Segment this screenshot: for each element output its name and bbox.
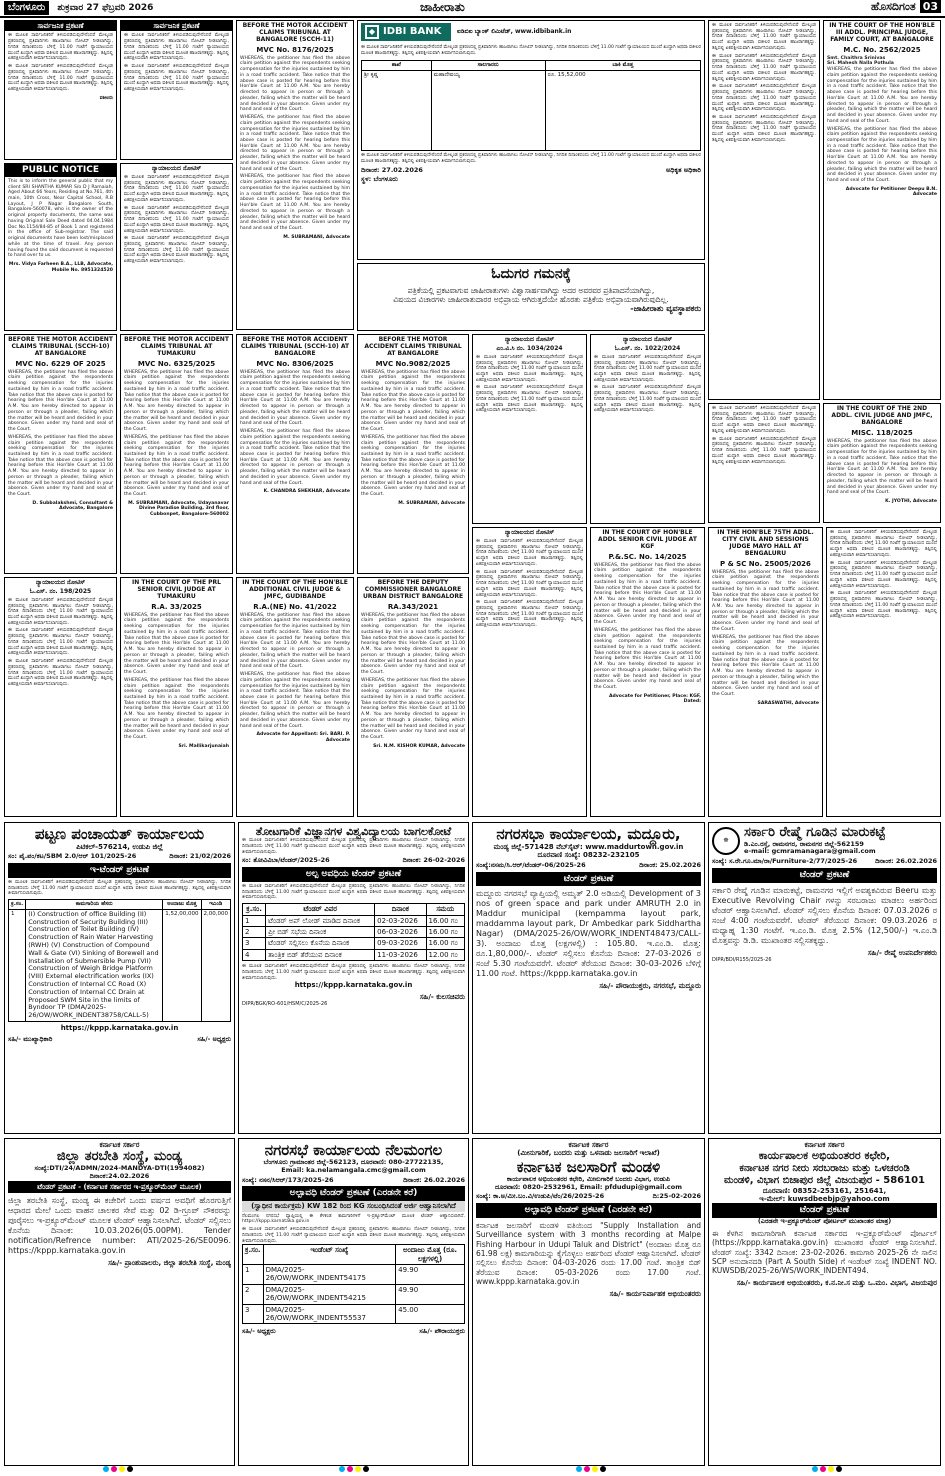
notice-heading: ನ್ಯಾಯಾಲಯದ ನೋಟಿಸ್ [504,336,555,343]
notice-body-extra: ಈ ಮೂಲಕ ಸಾರ್ವಜನಿಕರಿಗೆ ತಿಳಿಯಪಡಿಸುವುದೇನೆಂದರೆ ಮೇಲ್ಕಂಡ ಪ್ರಕರಣದಲ್ಲಿ ಪ್ರತಿವಾದಿಗಳು ಹಾಜರಾಗಲು ನೋಟಿಸ್ ನೀಡಲಾಗಿದ್ದು, ನಿಗದಿತ ದಿನಾಂಕದಂದು ಬೆಳಿಗ್ಗೆ 11.00 ಗಂಟೆಗೆ ನ್ಯಾಯಾಲಯದ ಮುಂದೆ ಖುದ್ದಾಗಿ ಅಥವಾ ವಕೀಲರ ಮೂಲಕ ಹಾಜರಾಗತಕ್ಕದ್ದು. ತಪ್ಪಿದಲ್ಲಿ ಏಕಪಕ್ಷೀಯವಾಗಿ ತೀರ್ಮಾನಿಸಲಾಗುವುದು. [124,236,229,265]
registration-dots-icon [576,1466,606,1474]
notice-body: ಈ ಮೂಲಕ ಸಾರ್ವಜನಿಕರಿಗೆ ತಿಳಿಯಪಡಿಸುವುದೇನೆಂದರೆ ಮೇಲ್ಕಂಡ ಪ್ರಕರಣದಲ್ಲಿ ಪ್ರತಿವಾದಿಗಳು ಹಾಜರಾಗಲು ನೋಟಿಸ್ ನೀಡಲಾಗಿದ್ದು, ನಿಗದಿತ ದಿನಾಂಕದಂದು ಬೆಳಿಗ್ಗೆ 11.00 ಗಂಟೆಗೆ ನ್ಯಾಯಾಲಯದ ಮುಂದೆ ಖುದ್ದಾಗಿ ಅಥವಾ ವಕೀಲರ ಮೂಲಕ ಹಾಜರಾಗತಕ್ಕದ್ದು. ತಪ್ಪಿದಲ್ಲಿ ಏಕಪಕ್ಷೀಯವಾಗಿ ತೀರ್ಮಾನಿಸಲಾಗುವುದು. [476,354,583,383]
notice-body: ಈ ಮೂಲಕ ಸಾರ್ವಜನಿಕರಿಗೆ ತಿಳಿಯಪಡಿಸುವುದೇನೆಂದರೆ ಮೇಲ್ಕಂಡ ಪ್ರಕರಣದಲ್ಲಿ ಪ್ರತಿವಾದಿಗಳು ಹಾಜರಾಗಲು ನೋಟಿಸ್ ನೀಡಲಾಗಿದ್ದು, ನಿಗದಿತ ದಿನಾಂಕದಂದು ಬೆಳಿಗ್ಗೆ 11.00 ಗಂಟೆಗೆ ನ್ಯಾಯಾಲಯದ ಮುಂದೆ ಖುದ್ದಾಗಿ ಅಥವಾ ವಕೀಲರ ಮೂಲಕ ಹಾಜರಾಗತಕ್ಕದ್ದು. ತಪ್ಪಿದಲ್ಲಿ ಏಕಪಕ್ಷೀಯವಾಗಿ ತೀರ್ಮಾನಿಸಲಾಗುವುದು. [361,45,701,56]
notice-body: ಈ ಮೂಲಕ ಸಾರ್ವಜನಿಕರಿಗೆ ತಿಳಿಯಪಡಿಸುವುದೇನೆಂದರೆ ಮೇಲ್ಕಂಡ ಪ್ರಕರಣದಲ್ಲಿ ಪ್ರತಿವಾದಿಗಳು ಹಾಜರಾಗಲು ನೋಟಿಸ್ ನೀಡಲಾಗಿದ್ದು, ನಿಗದಿತ ದಿನಾಂಕದಂದು ಬೆಳಿಗ್ಗೆ 11.00 ಗಂಟೆಗೆ ನ್ಯಾಯಾಲಯದ ಮುಂದೆ ಖುದ್ದಾಗಿ ಅಥವಾ ವಕೀಲರ ಮೂಲಕ ಹಾಜರಾಗತಕ್ಕದ್ದು. ತಪ್ಪಿದಲ್ಲಿ ಏಕಪಕ್ಷೀಯವಾಗಿ ತೀರ್ಮಾನಿಸಲಾಗುವುದು. [124,174,229,203]
idbi-table: ಶಾಖೆ ಸಾಲಗಾರರು ಬಾಕಿ ಮೊತ್ತ ಶ್ರೀ ಕೃಷ್ಣ ಮಹಾದೇವಯ್ಯ ರೂ. 15,52,000 [361,60,701,151]
tender-phone: ದೂರವಾಣಿ: 08352-253161, 251641, [762,1186,887,1195]
notice-heading: IN THE HON'BLE 75TH ADDL. CITY CIVIL AND SESSIONS JUDGE MAYO HALL AT BENGALURU [717,529,814,557]
pattana-panchayat-tender [4,822,235,1134]
notice-heading: BEFORE THE MOTOR ACCIDENT CLAIMS TRIBUNAL AT BANGALORE [364,336,462,357]
reader-notice-title: ಓದುಗರ ಗಮನಕ್ಕೆ [491,266,571,282]
tender-bar: ಇ-ಟೆಂಡರ್ ಪ್ರಕಟಣೆ [8,863,231,878]
registration-marks [0,1466,945,1474]
case-number: MVC No. 6229 OF 2025 [15,359,106,368]
case-number: MVC No. 8306/2025 [256,359,334,368]
tender-date: ದಿನಾಂಕ: 26.02.2026 [875,857,937,866]
case-number: ಓ.ಎಸ್. ನಂ. 198/2025 [29,587,92,595]
tender-title: ತೋಟಗಾರಿಕೆ ವಿಜ್ಞಾನಗಳ ವಿಶ್ವವಿದ್ಯಾಲಯ ಬಾಗಲಕೋಟೆ [255,825,452,838]
reader-notice-line1: ಪತ್ರಿಕೆಯಲ್ಲಿ ಪ್ರಕಟವಾಗುವ ಜಾಹೀರಾತುಗಳು ವಿಶ್ವಾಸಾರ್ಹವಾಗಿದ್ದು ಅದರ ಅವರವರ ಪ್ರತಿಪಾದನೆಯಾಗಿದ್ದು, [407,285,655,295]
reader-notice-sign: -ಜಾಹೀರಾತು ವ್ಯವಸ್ಥಾಪಕರು [630,303,701,313]
tender-ref: ಸಂ: ತೋವಿವಿಬಾ/ಟೆಂಡರ್/2025-26 [242,856,330,865]
case-number: R.A. 33/2025 [151,602,202,611]
tender-bar: ಟೆಂಡರ್ ಪ್ರಕಟಣೆ [712,1203,937,1218]
notice-heading: PUBLIC NOTICE [5,164,116,177]
tender-table: ಕ್ರ.ಸಂ. ಕಾಮಗಾರಿಯ ಹೆಸರು ಅಂದಾಜು ಮೊತ್ತ ಇಎಂಡಿ 1 (I) Construction of office Building (II) Construction of Security Building (III) Construction of Toilet Building (IV) Construction of Rain Water Harvesting (RWH) (V) Construction of Compound Wall & Gate (VI) Sinking of Borewell and Installation of Submersible Pump (VII) Construction of Weigh Bridge Platform (VIII) External electrification works (IX) Construction of Internal CC Road (X) Construction of Internal CC Drain at Proposed SWM Site in the limits of Byndoor TP (DMA/2025-26/OW/WORK_INDENT38758/CALL-5) 1,52,00,000 2,00,000 [8,899,231,1022]
tender-table: ಕ್ರ.ಸಂ. ಇಂಡೆಂಟ್ ಸಂಖ್ಯೆ ಅಂದಾಜು ಮೊತ್ತ (ರೂ. ಲಕ್ಷಗಳಲ್ಲಿ) 1 DMA/2025-26/OW/WORK_INDENT54175 49.90 2 DMA/2025-26/OW/WORK_INDENT54215 49.90 3 DMA/2025-26/OW/WORK_INDENT55537 45.00 [242,1244,465,1324]
notice-body-extra: WHEREAS, the petitioner has filed the above claim petition against the respondents seeking compensation for the injuries sustained by him in a road traffic accident. Take notice that the above case is posted for hearing before this Hon'ble Court at 11.00 A.M. You are hereby directed to appear in person or through a pleader, failing which the matter will be heard and decided in your absence. Given under my hand and seal of the Court. [594,627,701,691]
notice-body: ಈ ಮೂಲಕ ಸಾರ್ವಜನಿಕರಿಗೆ ತಿಳಿಯಪಡಿಸುವುದೇನೆಂದರೆ ಮೇಲ್ಕಂಡ ಪ್ರಕರಣದಲ್ಲಿ ಪ್ರತಿವಾದಿಗಳು ಹಾಜರಾಗಲು ನೋಟಿಸ್ ನೀಡಲಾಗಿದ್ದು, ನಿಗದಿತ ದಿನಾಂಕದಂದು ಬೆಳಿಗ್ಗೆ 11.00 ಗಂಟೆಗೆ ನ್ಯಾಯಾಲಯದ ಮುಂದೆ ಖುದ್ದಾಗಿ ಅಥವಾ ವಕೀಲರ ಮೂಲಕ ಹಾಜರಾಗತಕ್ಕದ್ದು. ತಪ್ಪಿದಲ್ಲಿ ಏಕಪಕ್ಷೀಯವಾಗಿ ತೀರ್ಮಾನಿಸಲಾಗುವುದು. [712,406,816,434]
notice-body-extra: WHEREAS, the petitioner has filed the above claim petition against the respondents seeking compensation for the injuries sustained by him in a road traffic accident. Take notice that the above case is posted for hearing before this Hon'ble Court at 11.00 A.M. You are hereby directed to appear in person or through a pleader, failing which the matter will be heard and decided in your absence. Given under my hand and seal of the Court. [827,126,937,184]
court-notice-kn-3 [472,334,587,524]
tender-signature: ಸಹಿ/- ಪೌರಾಯುಕ್ತರು, ನಗರಸಭೆ, ಮದ್ದೂರು [599,982,701,991]
notice-body-extra: WHEREAS, the petitioner has filed the above claim petition against the respondents seeking compensation for the injuries sustained by him in a road traffic accident. Take notice that the above case is posted for hearing before this Hon'ble Court at 11.00 A.M. You are hereby directed to appear in person or through a pleader, failing which the matter will be heard and decided in your absence. Given under my hand and seal of the Court. [240,429,350,486]
sericulture-market-tender [708,822,941,1134]
govt-emblem-icon: ☸ [712,827,740,855]
notice-heading: ನ್ಯಾಯಾಲಯದ ನೋಟಿಸ್ [622,336,673,343]
tender-body: ನೆಲಮಂಗಲ ನಗರಸಭೆ ವ್ಯಾಪ್ತಿಯಲ್ಲಿ ಈ ಕೆಳಕಂಡ ಕಾಮಗಾರಿಗಳಿಗೆ ಇ-ಪ್ರಕ್ಯೂರ್‌ಮೆಂಟ್ ಮೂಲಕ ಟೆಂಡರ್ ಆಹ್ವಾನಿಸಲಾಗಿದೆ. https://kppp.karnataka.gov.in [242,1213,465,1225]
tender-body: ಮದ್ದೂರು ನಗರಸಭೆ ವ್ಯಾಪ್ತಿಯಲ್ಲಿ ಅಮೃತ್ 2.0 ಅಡಿಯಲ್ಲಿ Development of 3 nos of green space and park under AMRUTH 2.0 in Maddur municipal (kempamma layout park, maddamma layout park, Dr Ambedkar park Siddhartha Nagar) (DMA/2025-26/OW/WORK_INDENT48473/CALL-3). ಅಂದಾಜು ಮೊತ್ತ (ಲಕ್ಷಗಳಲ್ಲಿ) : 105.80. ಇ.ಎಂ.ಡಿ. ಮೊತ್ತ: ರೂ.1,80,000/-. ಟೆಂಡರ್ ಸಲ್ಲಿಸಲು ಕೊನೆಯ ದಿನಾಂಕ: 27-03-2026 ರ ಸಂಜೆ 5.30 ಗಂಟೆಯವರೆಗೆ. ಟೆಂಡರ್ ತೆರೆಯುವ ದಿನಾಂಕ: 30-03-2026 ಬೆಳಿಗ್ಗೆ 11.00 ಗಂಟೆ. https://kppp.karnataka.gov.in [476,889,701,979]
family-court-right [823,20,941,400]
family-court-notice [236,577,354,817]
notice-body-extra: WHEREAS, the petitioner has filed the above claim petition against the respondents seeking compensation for the injuries sustained by him in a road traffic accident. Take notice that the above case is posted for hearing before this Hon'ble Court at 11.00 A.M. You are hereby directed to appear in person or through a pleader, failing which the matter will be heard and decided in your absence. Given under my hand and seal of the Court. [240,115,350,172]
tender-subtitle: ಡಿ.ಎಂ.ರಸ್ತೆ, ರಾಮನಗರ, ರಾಮನಗರ ಜಿಲ್ಲೆ-562159 [744,839,864,848]
public-notice-kn-2 [120,20,233,160]
tender-date: ದಿನಾಂಕ: 26-02-2026 [402,856,465,865]
tender-bar: ಅಲ್ಪಾವಧಿ ಟೆಂಡರ್ ಪ್ರಕಟಣೆ (ಎರಡನೇ ಕರೆ) [476,1203,701,1218]
petitioner-name: Smt. Chaithra Srinivas [827,55,886,61]
idbi-notice [357,20,705,260]
notice-body-extra: ಈ ಮೂಲಕ ಸಾರ್ವಜನಿಕರಿಗೆ ತಿಳಿಯಪಡಿಸುವುದೇನೆಂದರೆ ಮೇಲ್ಕಂಡ ಪ್ರಕರಣದಲ್ಲಿ ಪ್ರತಿವಾದಿಗಳು ಹಾಜರಾಗಲು ನೋಟಿಸ್ ನೀಡಲಾಗಿದ್ದು, ನಿಗದಿತ ದಿನಾಂಕದಂದು ಬೆಳಿಗ್ಗೆ 11.00 ಗಂಟೆಗೆ ನ್ಯಾಯಾಲಯದ ಮುಂದೆ ಖುದ್ದಾಗಿ ಅಥವಾ ವಕೀಲರ ಮೂಲಕ ಹಾಜರಾಗತಕ್ಕದ್ದು. ತಪ್ಪಿದಲ್ಲಿ ಏಕಪಕ್ಷೀಯವಾಗಿ ತೀರ್ಮಾನಿಸಲಾಗುವುದು. [830,591,937,620]
date-label: ಶುಕ್ರವಾರ 27 ಫೆಬ್ರವರಿ 2026 [57,2,154,13]
mandya-dti-tender [4,1138,235,1466]
registration-dots-icon [103,1466,133,1474]
notice-body-extra: ಈ ಮೂಲಕ ಸಾರ್ವಜನಿಕರಿಗೆ ತಿಳಿಯಪಡಿಸುವುದೇನೆಂದರೆ ಮೇಲ್ಕಂಡ ಪ್ರಕರಣದಲ್ಲಿ ಪ್ರತಿವಾದಿಗಳು ಹಾಜರಾಗಲು ನೋಟಿಸ್ ನೀಡಲಾಗಿದ್ದು, ನಿಗದಿತ ದಿನಾಂಕದಂದು ಬೆಳಿಗ್ಗೆ 11.00 ಗಂಟೆಗೆ ನ್ಯಾಯಾಲಯದ ಮುಂದೆ ಖುದ್ದಾಗಿ ಅಥವಾ ವಕೀಲರ ಮೂಲಕ ಹಾಜರಾಗತಕ್ಕದ್ದು. ತಪ್ಪಿದಲ್ಲಿ ಏಕಪಕ್ಷೀಯವಾಗಿ ತೀರ್ಮಾನಿಸಲಾಗುವುದು. [476,569,583,598]
table-cell: 2,00,000 [201,909,231,1021]
court-notice-kn [120,163,233,331]
notice-signature: K. JYOTHI, Advocate [885,499,937,505]
notice-heading: BEFORE THE MOTOR ACCIDENT CLAIMS TRIBUNAL AT TUMAKURU [124,336,229,357]
court-notice-kn-2 [4,577,117,817]
notice-body: WHEREAS, the petitioner has filed the above claim petition against the respondents seeking compensation for the injuries sustained by him in a road traffic accident. Take notice that the above case is posted for hearing before this Hon'ble Court at 11.00 A.M. You are hereby directed to appear in person or through a pleader, failing which the matter will be heard and decided in your absence. Given under my hand and seal of the Court. [827,67,937,124]
signature-2: ಸಹಿ/- ಅಧ್ಯಕ್ಷರು [197,1035,231,1044]
notice-body: WHEREAS, the petitioner has filed the above claim petition against the respondents seeking compensation for the injuries sustained by him in a road traffic accident. Take notice that the above case is posted for hearing before this Hon'ble Court at 11.00 A.M. You are hereby directed to appear in person or through a pleader, failing which the matter will be heard and decided in your absence. Given under my hand and seal of the Court. [240,612,350,670]
case-number: P.&.SC. No. 14/2025 [608,552,687,561]
signature-1: ಸಹಿ/- ಮುಖ್ಯಾಧಿಕಾರಿ [8,1035,53,1044]
notice-body-extra: ಈ ಮೂಲಕ ಸಾರ್ವಜನಿಕರಿಗೆ ತಿಳಿಯಪಡಿಸುವುದೇನೆಂದರೆ ಮೇಲ್ಕಂಡ ಪ್ರಕರಣದಲ್ಲಿ ಪ್ರತಿವಾದಿಗಳು ಹಾಜರಾಗಲು ನೋಟಿಸ್ ನೀಡಲಾಗಿದ್ದು, ನಿಗದಿತ ದಿನಾಂಕದಂದು ಬೆಳಿಗ್ಗೆ 11.00 ಗಂಟೆಗೆ ನ್ಯಾಯಾಲಯದ ಮುಂದೆ ಖುದ್ದಾಗಿ ಅಥವಾ ವಕೀಲರ ಮೂಲಕ ಹಾಜರಾಗತಕ್ಕದ್ದು. ತಪ್ಪಿದಲ್ಲಿ ಏಕಪಕ್ಷೀಯವಾಗಿ ತೀರ್ಮಾನಿಸಲಾಗುವುದು. [712,84,816,113]
tender-subtitle: ಬೆಂಗಳೂರು ಗ್ರಾಮಾಂತರ ಜಿಲ್ಲೆ-562123, ದೂರವಾಣಿ: 080-27722135, [263,1158,444,1166]
notice-body: WHEREAS, the petitioner has filed the above claim petition against the respondents seeking compensation for the injuries sustained by him in a road traffic accident. Take notice that the above case is posted for hearing before this Hon'ble Court at 11.00 A.M. You are hereby directed to appear in person or through a pleader, failing which the matter will be heard and decided in your absence. Given under my hand and seal of the Court. [361,612,465,676]
fisheries-tender [472,1138,705,1466]
case-number: MVC No.9082/2025 [375,359,451,368]
table-cell: ಮಹಾದೇವಯ್ಯ [431,71,545,151]
horticulture-univ-tender [238,822,469,1134]
notice-body: WHEREAS, the petitioner has filed the above claim petition against the respondents seeking compensation for the injuries sustained by him in a road traffic accident. Take notice that the above case is posted for hearing before this Hon'ble Court at 11.00 A.M. You are hereby directed to appear in person or through a pleader, failing which the matter will be heard and decided in your absence. Given under my hand and seal of the Court. [124,612,229,676]
tender-title: ಕರ್ನಾಟಕ ಜಲಸಾರಿಗೆ ಮಂಡಳಿ [516,1157,661,1176]
tender-signature: ಸಹಿ/- ಕುಲಸಚಿವರು [419,992,465,1001]
tender-body: ಈ ಮೂಲಕ ಸಾರ್ವಜನಿಕರಿಗೆ ತಿಳಿಯಪಡಿಸುವುದೇನೆಂದರೆ ಮೇಲ್ಕಂಡ ಪ್ರಕರಣದಲ್ಲಿ ಪ್ರತಿವಾದಿಗಳು ಹಾಜರಾಗಲು ನೋಟಿಸ್ ನೀಡಲಾಗಿದ್ದು, ನಿಗದಿತ ದಿನಾಂಕದಂದು ಬೆಳಿಗ್ಗೆ 11.00 ಗಂಟೆಗೆ ನ್ಯಾಯಾಲಯದ ಮುಂದೆ ಖುದ್ದಾಗಿ ಅಥವಾ ವಕೀಲರ ಮೂಲಕ ಹಾಜರಾಗತಕ್ಕದ್ದು. ತಪ್ಪಿದಲ್ಲಿ ಏಕಪಕ್ಷೀಯವಾಗಿ ತೀರ್ಮಾನಿಸಲಾಗುವುದು. [8,879,231,897]
tender-sub: (ಎರಡನೇ ಇ-ಪ್ರಕ್ಯೂರ್‌ಮೆಂಟ್ ಪೋರ್ಟಲ್ ಮುಖಾಂತರ ಮಾತ್ರ) [757,1217,892,1226]
case-number: MISC. 118/2025 [851,428,913,437]
civil-court-right [823,403,941,523]
tender-sub-bar: (ಸ್ವಾಧೀನ ಕಾರ್ಯಕ್ರಮ) KW 182 ರಿಂದ KG ಸಂಬಂಧಿಸಿದಂತೆ ಅರ್ಜಿ ಆಹ್ವಾನಿಸಲಾಗಿದೆ [242,1201,465,1211]
notice-heading: ನ್ಯಾಯಾಲಯದ ನೋಟಿಸ್ [504,529,555,536]
notice-heading: BEFORE THE MOTOR ACCIDENT CLAIMS TRIBUNAL AT BANGALORE (SCCH-11) [242,22,348,43]
notice-heading: BEFORE THE MOTOR ACCIDENT CLAIMS TRIBUNAL (SCCH-10) AT BANGALORE [240,336,350,357]
notice-body-extra: ಈ ಮೂಲಕ ಸಾರ್ವಜನಿಕರಿಗೆ ತಿಳಿಯಪಡಿಸುವುದೇನೆಂದರೆ ಮೇಲ್ಕಂಡ ಪ್ರಕರಣದಲ್ಲಿ ಪ್ರತಿವಾದಿಗಳು ಹಾಜರಾಗಲು ನೋಟಿಸ್ ನೀಡಲಾಗಿದ್ದು, ನಿಗದಿತ ದಿನಾಂಕದಂದು ಬೆಳಿಗ್ಗೆ 11.00 ಗಂಟೆಗೆ ನ್ಯಾಯಾಲಯದ ಮುಂದೆ ಖುದ್ದಾಗಿ ಅಥವಾ ವಕೀಲರ ಮೂಲಕ ಹಾಜರಾಗತಕ್ಕದ್ದು. ತಪ್ಪಿದಲ್ಲಿ ಏಕಪಕ್ಷೀಯವಾಗಿ ತೀರ್ಮಾನಿಸಲಾಗುವುದು. [124,205,229,234]
public-notice-kn-1 [4,20,117,160]
notice-signature: Advocate for Appellant: Sri. BARI. P. Advocate [256,732,350,743]
notice-signature: D. Subbalakshmi, Consultant & Advocate, Bangalore [32,500,113,512]
notice-body-extra: ಈ ಮೂಲಕ ಸಾರ್ವಜನಿಕರಿಗೆ ತಿಳಿಯಪಡಿಸುವುದೇನೆಂದರೆ ಮೇಲ್ಕಂಡ ಪ್ರಕರಣದಲ್ಲಿ ಪ್ರತಿವಾದಿಗಳು ಹಾಜರಾಗಲು ನೋಟಿಸ್ ನೀಡಲಾಗಿದ್ದು, ನಿಗದಿತ ದಿನಾಂಕದಂದು ಬೆಳಿಗ್ಗೆ 11.00 ಗಂಟೆಗೆ ನ್ಯಾಯಾಲಯದ ಮುಂದೆ ಖುದ್ದಾಗಿ ಅಥವಾ ವಕೀಲರ ಮೂಲಕ ಹಾಜರಾಗತಕ್ಕದ್ದು. ತಪ್ಪಿದಲ್ಲಿ ಏಕಪಕ್ಷೀಯವಾಗಿ ತೀರ್ಮಾನಿಸಲಾಗುವುದು. [361,153,701,164]
notice-signature: Mrs. Vidya Farheen B.A., LLB, Advocate, Mobile No. 8951324520 [8,262,113,273]
notice-signature: M. SUBRAMANI, Advocate [283,234,350,240]
notice-body-extra: ಈ ಮೂಲಕ ಸಾರ್ವಜನಿಕರಿಗೆ ತಿಳಿಯಪಡಿಸುವುದೇನೆಂದರೆ ಮೇಲ್ಕಂಡ ಪ್ರಕರಣದಲ್ಲಿ ಪ್ರತಿವಾದಿಗಳು ಹಾಜರಾಗಲು ನೋಟಿಸ್ ನೀಡಲಾಗಿದ್ದು, ನಿಗದಿತ ದಿನಾಂಕದಂದು ಬೆಳಿಗ್ಗೆ 11.00 ಗಂಟೆಗೆ ನ್ಯಾಯಾಲಯದ ಮುಂದೆ ಖುದ್ದಾಗಿ ಅಥವಾ ವಕೀಲರ ಮೂಲಕ ಹಾಜರಾಗತಕ್ಕದ್ದು. ತಪ್ಪಿದಲ್ಲಿ ಏಕಪಕ್ಷೀಯವಾಗಿ ತೀರ್ಮಾನಿಸಲಾಗುವುದು. [476,385,583,414]
notice-body: WHEREAS, the petitioner has filed the above claim petition against the respondents seeking compensation for the injuries sustained by him in a road traffic accident. Take notice that the above case is posted for hearing before this Hon'ble Court at 11.00 A.M. You are hereby directed to appear in person or through a pleader, failing which the matter will be heard and decided in your absence. Given under my hand and seal of the Court. [240,55,350,113]
notice-place: ಸ್ಥಳ: ಬೆಂಗಳೂರು [361,175,398,184]
notice-body: This is to inform the general public that my client SRI SHANTHA KUMAR S/o D J Ramaiah, Aged About 66 Years, Residing at No.761, 4th main, 10th Cross, Near Capital School, R.B Layout, J P Nagar Bangalore South, Bangalore-560078, who is the owner of the original property documents, the same was having Original Sale Deed dated 04.04.1984 Doc No.1154/84-85 of Book 1 and registered in the office of Sub-registrar. The said original documents have been lost/misplaced while at the time of travel. Any person having found the said document is requested to hand over to us. [8,178,113,259]
notice-body: WHEREAS, the petitioner has filed the above claim petition against the respondents seeking compensation for the injuries sustained by him in a road traffic accident. Take notice that the above case is posted for hearing before this Hon'ble Court at 11.00 A.M. You are hereby directed to appear in person or through a pleader, failing which the matter will be heard and decided in your absence. Given under my hand and seal of the Court. [594,562,701,626]
idbi-logo: ◆ IDBI BANK [361,23,451,41]
notice-body-extra: ಈ ಮೂಲಕ ಸಾರ್ವಜನಿಕರಿಗೆ ತಿಳಿಯಪಡಿಸುವುದೇನೆಂದರೆ ಮೇಲ್ಕಂಡ ಪ್ರಕರಣದಲ್ಲಿ ಪ್ರತಿವಾದಿಗಳು ಹಾಜರಾಗಲು ನೋಟಿಸ್ ನೀಡಲಾಗಿದ್ದು, ನಿಗದಿತ ದಿನಾಂಕದಂದು ಬೆಳಿಗ್ಗೆ 11.00 ಗಂಟೆಗೆ ನ್ಯಾಯಾಲಯದ ಮುಂದೆ ಖುದ್ದಾಗಿ ಅಥವಾ ವಕೀಲರ ಮೂಲಕ ಹಾಜರಾಗತಕ್ಕದ್ದು. ತಪ್ಪಿದಲ್ಲಿ ಏಕಪಕ್ಷೀಯವಾಗಿ ತೀರ್ಮಾನಿಸಲಾಗುವುದು. [712,53,816,82]
notice-body: ಈ ಮೂಲಕ ಸಾರ್ವಜನಿಕರಿಗೆ ತಿಳಿಯಪಡಿಸುವುದೇನೆಂದರೆ ಮೇಲ್ಕಂಡ ಪ್ರಕರಣದಲ್ಲಿ ಪ್ರತಿವಾದಿಗಳು ಹಾಜರಾಗಲು ನೋಟಿಸ್ ನೀಡಲಾಗಿದ್ದು, ನಿಗದಿತ ದಿನಾಂಕದಂದು ಬೆಳಿಗ್ಗೆ 11.00 ಗಂಟೆಗೆ ನ್ಯಾಯಾಲಯದ ಮುಂದೆ ಖುದ್ದಾಗಿ ಅಥವಾ ವಕೀಲರ ಮೂಲಕ ಹಾಜರಾಗತಕ್ಕದ್ದು. ತಪ್ಪಿದಲ್ಲಿ ಏಕಪಕ್ಷೀಯವಾಗಿ ತೀರ್ಮಾನಿಸಲಾಗುವುದು. [8,597,113,626]
notice-heading: ಸಾರ್ವಜನಿಕ ಪ್ರಕಟಣೆ [121,21,232,31]
tender-state: ಕರ್ನಾಟಕ ಸರ್ಕಾರ [804,1141,845,1149]
notice-signature: ಅಧಿಕೃತ ಅಧಿಕಾರಿ [665,165,701,174]
tender-subtitle: ಮಂಡ್ಯ ಜಿಲ್ಲೆ-571428 ವೆಬ್‌ಸೈಟ್: www.maddurtown.gov.in [493,843,684,851]
tender-bar: ಟೆಂಡರ್ ಪ್ರಕಟಣೆ - (ಕರ್ನಾಟಕ ಸರ್ಕಾರದ ಇ-ಪ್ರಕ್ಯೂರ್‌ಮೆಂಟ್ ಮೂಲಕ) [8,1181,231,1193]
notice-body-extra: ಈ ಮೂಲಕ ಸಾರ್ವಜನಿಕರಿಗೆ ತಿಳಿಯಪಡಿಸುವುದೇನೆಂದರೆ ಮೇಲ್ಕಂಡ ಪ್ರಕರಣದಲ್ಲಿ ಪ್ರತಿವಾದಿಗಳು ಹಾಜರಾಗಲು ನೋಟಿಸ್ ನೀಡಲಾಗಿದ್ದು, ನಿಗದಿತ ದಿನಾಂಕದಂದು ಬೆಳಿಗ್ಗೆ 11.00 ಗಂಟೆಗೆ ನ್ಯಾಯಾಲಯದ ಮುಂದೆ ಖುದ್ದಾಗಿ ಅಥವಾ ವಕೀಲರ ಮೂಲಕ ಹಾಜರಾಗತಕ್ಕದ್ದು. ತಪ್ಪಿದಲ್ಲಿ ಏಕಪಕ್ಷೀಯವಾಗಿ ತೀರ್ಮಾನಿಸಲಾಗುವುದು. [8,659,113,688]
public-notice-en [4,163,117,331]
registration-dots-icon [812,1466,842,1474]
tender-signature: ಸಹಿ/- ಕಾರ್ಯನಿರ್ವಾಹಕ ಅಭಿಯಂತರರು [609,1289,701,1298]
court-notice-kn-5 [472,527,587,817]
tender-date: ದಿನಾಂಕ: 26.02.2026 [403,1175,465,1184]
notice-body-extra: WHEREAS, the petitioner has filed the above claim petition against the respondents seeking compensation for the injuries sustained by him in a road traffic accident. Take notice that the above case is posted for hearing before this Hon'ble Court at 11.00 A.M. You are hereby directed to appear in person or through a pleader, failing which the matter will be heard and decided in your absence. Given under my hand and seal of the Court. [361,677,465,741]
kuwsdb-tender [708,1138,941,1466]
notice-body-extra: ಈ ಮೂಲಕ ಸಾರ್ವಜನಿಕರಿಗೆ ತಿಳಿಯಪಡಿಸುವುದೇನೆಂದರೆ ಮೇಲ್ಕಂಡ ಪ್ರಕರಣದಲ್ಲಿ ಪ್ರತಿವಾದಿಗಳು ಹಾಜರಾಗಲು ನೋಟಿಸ್ ನೀಡಲಾಗಿದ್ದು, ನಿಗದಿತ ದಿನಾಂಕದಂದು ಬೆಳಿಗ್ಗೆ 11.00 ಗಂಟೆಗೆ ನ್ಯಾಯಾಲಯದ ಮುಂದೆ ಖುದ್ದಾಗಿ ಅಥವಾ ವಕೀಲರ ಮೂಲಕ ಹಾಜರಾಗತಕ್ಕದ್ದು. ತಪ್ಪಿದಲ್ಲಿ ಏಕಪಕ್ಷೀಯವಾಗಿ ತೀರ್ಮಾನಿಸಲಾಗುವುದು. [830,560,937,589]
tender-signature: ಸಹಿ/- ಕಾರ್ಯಪಾಲಕ ಅಭಿಯಂತರರು, ಕ.ನ.ನೀ.ಸ ಮತ್ತು ಒ.ಮಂ. ವಿಭಾಗ, ವಿಜಯಪುರ [736,1278,937,1287]
maddur-tender [472,822,705,1134]
kgf-court-notice [590,527,705,817]
notice-heading: ನ್ಯಾಯಾಲಯದ ನೋಟಿಸ್ [35,579,86,586]
case-number: MVC No. 6325/2025 [137,359,216,368]
table-row: 2 ಪ್ರೀ ಬಿಡ್ ಸಭೆಯ ದಿನಾಂಕ 06-03-2026 16.00 ಗಂ [243,926,465,937]
notice-body-extra: ಈ ಮೂಲಕ ಸಾರ್ವಜನಿಕರಿಗೆ ತಿಳಿಯಪಡಿಸುವುದೇನೆಂದರೆ ಮೇಲ್ಕಂಡ ಪ್ರಕರಣದಲ್ಲಿ ಪ್ರತಿವಾದಿಗಳು ಹಾಜರಾಗಲು ನೋಟಿಸ್ ನೀಡಲಾಗಿದ್ದು, ನಿಗದಿತ ದಿನಾಂಕದಂದು ಬೆಳಿಗ್ಗೆ 11.00 ಗಂಟೆಗೆ ನ್ಯಾಯಾಲಯದ ಮುಂದೆ ಖುದ್ದಾಗಿ ಅಥವಾ ವಕೀಲರ ಮೂಲಕ ಹಾಜರಾಗತಕ್ಕದ್ದು. ತಪ್ಪಿದಲ್ಲಿ ಏಕಪಕ್ಷೀಯವಾಗಿ ತೀರ್ಮಾನಿಸಲಾಗುವುದು. [8,64,113,92]
notice-signature: Advocate for Petitioner, Place: KGF, Dated: [608,693,701,705]
notice-heading: IN THE COURT OF HON'BLE ADDL SENIOR CIVIL JUDGE AT KGF [598,529,697,550]
case-number: P & SC No. 25005/2026 [720,559,811,568]
tender-phone: ದೂರವಾಣಿ: 0820-2532961, Email: pfdudupi@gmail.com [494,1182,683,1191]
tender-website[interactable]: https://kppp.karnataka.gov.in [294,981,413,990]
tender-phone: ದೂರವಾಣಿ ಸಂಖ್ಯೆ: 08232-232105 [537,851,640,860]
dc-notice [357,577,469,817]
notice-body-extra: WHEREAS, the petitioner has filed the above claim petition against the respondents seeking compensation for the injuries sustained by him in a road traffic accident. Take notice that the above case is posted for hearing before this Hon'ble Court at 11.00 A.M. You are hereby directed to appear in person or through a pleader, failing which the matter will be heard and decided in your absence. Given under my hand and seal of the Court. [361,434,465,498]
notice-body-extra: WHEREAS, the petitioner has filed the above claim petition against the respondents seeking compensation for the injuries sustained by him in a road traffic accident. Take notice that the above case is posted for hearing before this Hon'ble Court at 11.00 A.M. You are hereby directed to appear in person or through a pleader, failing which the matter will be heard and decided in your absence. Given under my hand and seal of the Court. [8,434,113,498]
tender-signature: ಸಹಿ/- ರೇಷ್ಮೆ ಉಪನಿರ್ದೇಶಕರು [867,948,937,957]
notice-signature: ವಕೀಲರು [99,95,113,101]
notice-heading: BEFORE THE MOTOR ACCIDENT CLAIMS TRIBUNAL (SCCH-10) AT BANGALORE [8,336,113,357]
notice-body: ಈ ಮೂಲಕ ಸಾರ್ವಜನಿಕರಿಗೆ ತಿಳಿಯಪಡಿಸುವುದೇನೆಂದರೆ ಮೇಲ್ಕಂಡ ಪ್ರಕರಣದಲ್ಲಿ ಪ್ರತಿವಾದಿಗಳು ಹಾಜರಾಗಲು ನೋಟಿಸ್ ನೀಡಲಾಗಿದ್ದು, ನಿಗದಿತ ದಿನಾಂಕದಂದು ಬೆಳಿಗ್ಗೆ 11.00 ಗಂಟೆಗೆ ನ್ಯಾಯಾಲಯದ ಮುಂದೆ ಖುದ್ದಾಗಿ ಅಥವಾ ವಕೀಲರ ಮೂಲಕ ಹಾಜರಾಗತಕ್ಕದ್ದು. ತಪ್ಪಿದಲ್ಲಿ ಏಕಪಕ್ಷೀಯವಾಗಿ ತೀರ್ಮಾನಿಸಲಾಗುವುದು. [476,538,583,567]
tender-title: ಸರ್ಕಾರಿ ರೇಷ್ಮೆ ಗೂಡಿನ ಮಾರುಕಟ್ಟೆ [744,825,886,840]
tender-email: ಇ-ಮೇಲ್: kuwsdbeebjp@yahoo.com [759,1194,890,1203]
table-row: 3 DMA/2025-26/OW/WORK_INDENT55537 45.00 [243,1304,465,1324]
tender-bar: ಟೆಂಡರ್ ಪ್ರಕಟಣೆ [476,872,701,887]
tender-title: ಜಿಲ್ಲಾ ತರಬೇತಿ ಸಂಸ್ಥೆ, ಮಂಡ್ಯ [56,1149,183,1165]
tender-title: ನಗರಸಭಾ ಕಾರ್ಯಾಲಯ, ಮದ್ದೂರು, [496,825,681,843]
notice-body: ಈ ಮೂಲಕ ಸಾರ್ವಜನಿಕರಿಗೆ ತಿಳಿಯಪಡಿಸುವುದೇನೆಂದರೆ ಮೇಲ್ಕಂಡ ಪ್ರಕರಣದಲ್ಲಿ ಪ್ರತಿವಾದಿಗಳು ಹಾಜರಾಗಲು ನೋಟಿಸ್ ನೀಡಲಾಗಿದ್ದು, ನಿಗದಿತ ದಿನಾಂಕದಂದು ಬೆಳಿಗ್ಗೆ 11.00 ಗಂಟೆಗೆ ನ್ಯಾಯಾಲಯದ ಮುಂದೆ ಖುದ್ದಾಗಿ ಅಥವಾ ವಕೀಲರ ಮೂಲಕ ಹಾಜರಾಗತಕ್ಕದ್ದು. ತಪ್ಪಿದಲ್ಲಿ ಏಕಪಕ್ಷೀಯವಾಗಿ ತೀರ್ಮಾನಿಸಲಾಗುವುದು. [712,23,816,51]
mact-notice-4 [236,334,354,574]
tender-signature: ಸಹಿ/- ಪ್ರಾಂಶುಪಾಲರು, ಜಿಲ್ಲಾ ತರಬೇತಿ ಸಂಸ್ಥೆ, ಮಂಡ್ಯ [108,1258,231,1267]
table-row: 3 ಟೆಂಡರ್ ಸಲ್ಲಿಸಲು ಕೊನೆಯ ದಿನಾಂಕ 09-03-2026 16.00 ಗಂ [243,938,465,949]
nelamangala-tender [238,1138,469,1466]
tender-title: ಪಟ್ಟಣ ಪಂಚಾಯತ್ ಕಾರ್ಯಾಲಯ [34,825,205,843]
notice-body-extra: WHEREAS, the petitioner has filed the above claim petition against the respondents seeking compensation for the injuries sustained by him in a road traffic accident. Take notice that the above case is posted for hearing before this Hon'ble Court at 11.00 A.M. You are hereby directed to appear in person or through a pleader, failing which the matter will be heard and decided in your absence. Given under my hand and seal of the Court. [712,634,819,698]
notice-signature: M. SUBRAMANI, Advocate, Udayanavar Divine Paradise Building, 3rd floor, Cubbonpet, Bangalore-560002 [128,500,229,517]
table-cell: ಶ್ರೀ ಕೃಷ್ಣ [362,71,432,151]
dipr-ref: DIPR/BDI/R155/2025-26 [712,957,772,964]
notice-body: ಈ ಮೂಲಕ ಸಾರ್ವಜನಿಕರಿಗೆ ತಿಳಿಯಪಡಿಸುವುದೇನೆಂದರೆ ಮೇಲ್ಕಂಡ ಪ್ರಕರಣದಲ್ಲಿ ಪ್ರತಿವಾದಿಗಳು ಹಾಜರಾಗಲು ನೋಟಿಸ್ ನೀಡಲಾಗಿದ್ದು, ನಿಗದಿತ ದಿನಾಂಕದಂದು ಬೆಳಿಗ್ಗೆ 11.00 ಗಂಟೆಗೆ ನ್ಯಾಯಾಲಯದ ಮುಂದೆ ಖುದ್ದಾಗಿ ಅಥವಾ ವಕೀಲರ ಮೂಲಕ ಹಾಜರಾಗತಕ್ಕದ್ದು. ತಪ್ಪಿದಲ್ಲಿ ಏಕಪಕ್ಷೀಯವಾಗಿ ತೀರ್ಮಾನಿಸಲಾಗುವುದು. [8,33,113,62]
prl-court-notice [120,577,233,817]
case-number: R.A.(NE) No. 41/2022 [253,602,337,611]
notice-heading: IN THE COURT OF THE HON'BLE ADDITIONAL CIVIL JUDGE & JMFC, GUDIBANDE [242,579,348,600]
notice-signature: K. CHANDRA SHEKHAR, Advocate [263,489,350,495]
notice-signature: Advocate for Petitioner Deepu B.N. Advocate [845,186,937,198]
case-number: ಓ.ಎಸ್. ನಂ. 1022/2024 [614,344,681,352]
court-notice-kn-4 [590,334,705,524]
tender-subtitle: ಕಾರ್ಯಪಾಲಕ ಅಭಿಯಂತರರ ಕಛೇರಿ, ಮೀನುಗಾರಿಕೆ ಬಂದರು ವಿಭಾಗ, ಉಡುಪಿ [506,1174,671,1183]
notice-body: WHEREAS, the petitioner has filed the above claim petition against the respondents seeking compensation for the injuries sustained by him in a road traffic accident. Take notice that the above case is posted for hearing before this Hon'ble Court at 11.00 A.M. You are hereby directed to appear in person or through a pleader, failing which the matter will be heard and decided in your absence. Given under my hand and seal of the Court. [712,569,819,632]
notice-signature: SARASWATHI, Advocate [757,700,819,706]
notice-body-extra: ಈ ಮೂಲಕ ಸಾರ್ವಜನಿಕರಿಗೆ ತಿಳಿಯಪಡಿಸುವುದೇನೆಂದರೆ ಮೇಲ್ಕಂಡ ಪ್ರಕರಣದಲ್ಲಿ ಪ್ರತಿವಾದಿಗಳು ಹಾಜರಾಗಲು ನೋಟಿಸ್ ನೀಡಲಾಗಿದ್ದು, ನಿಗದಿತ ದಿನಾಂಕದಂದು ಬೆಳಿಗ್ಗೆ 11.00 ಗಂಟೆಗೆ ನ್ಯಾಯಾಲಯದ ಮುಂದೆ ಖುದ್ದಾಗಿ ಅಥವಾ ವಕೀಲರ ಮೂಲಕ ಹಾಜರಾಗತಕ್ಕದ್ದು. ತಪ್ಪಿದಲ್ಲಿ ಏಕಪಕ್ಷೀಯವಾಗಿ ತೀರ್ಮಾನಿಸಲಾಗುವುದು. [594,385,701,414]
page-number: 03 [920,0,941,13]
tender-date: ದಿ:25-02-2026 [652,1192,701,1201]
table-row: 2 DMA/2025-26/OW/WORK_INDENT54215 49.90 [243,1284,465,1304]
mact-notice-3 [236,20,354,330]
tender-state: ಕರ್ನಾಟಕ ಸರ್ಕಾರ [568,1141,609,1149]
notice-body-extra: ಈ ಮೂಲಕ ಸಾರ್ವಜನಿಕರಿಗೆ ತಿಳಿಯಪಡಿಸುವುದೇನೆಂದರೆ ಮೇಲ್ಕಂಡ ಪ್ರಕರಣದಲ್ಲಿ ಪ್ರತಿವಾದಿಗಳು ಹಾಜರಾಗಲು ನೋಟಿಸ್ ನೀಡಲಾಗಿದ್ದು, ನಿಗದಿತ ದಿನಾಂಕದಂದು ಬೆಳಿಗ್ಗೆ 11.00 ಗಂಟೆಗೆ ನ್ಯಾಯಾಲಯದ ಮುಂದೆ ಖುದ್ದಾಗಿ ಅಥವಾ ವಕೀಲರ ಮೂಲಕ ಹಾಜರಾಗತಕ್ಕದ್ದು. ತಪ್ಪಿದಲ್ಲಿ ಏಕಪಕ್ಷೀಯವಾಗಿ ತೀರ್ಮಾನಿಸಲಾಗುವುದು. [124,64,229,92]
tender-title-1: ಕಾರ್ಯಪಾಲಕ ಅಭಿಯಂತರರ ಕಛೇರಿ, [758,1149,891,1163]
notice-date: ದಿನಾಂಕ: 27.02.2026 [361,165,423,174]
signature-2: ಸಹಿ/- ಪೌರಾಯುಕ್ತರು [419,1327,465,1336]
tender-email: Email: ka.nelamangala.cmc@gmail.com [281,1165,426,1174]
notice-body-extra: WHEREAS, the petitioner has filed the above claim petition against the respondents seeking compensation for the injuries sustained by him in a road traffic accident. Take notice that the above case is posted for hearing before this Hon'ble Court at 11.00 A.M. You are hereby directed to appear in person or through a pleader, failing which the matter will be heard and decided in your absence. Given under my hand and seal of the Court. [124,677,229,741]
notice-body: WHEREAS, the petitioner has filed the above claim petition against the respondents seeking compensation for the injuries sustained by him in a road traffic accident. Take notice that the above case is posted for hearing before this Hon'ble Court at 11.00 A.M. You are hereby directed to appear in person or through a pleader, failing which the matter will be heard and decided in your absence. Given under my hand and seal of the Court. [240,369,350,427]
tender-ref: ಸಂ: ಪೈ.ಪಂ/ಕಟ/SBM 2.0/ಆರ್ 101/2025-26 [8,852,137,861]
tender-email: e-mail: gcmramanagara@gmail.com [744,847,876,856]
notice-body: WHEREAS, the petitioner has filed the above claim petition against the respondents seeking compensation for the injuries sustained by him in a road traffic accident. Take notice that the above case is posted for hearing before this Hon'ble Court at 11.00 A.M. You are hereby directed to appear in person or through a pleader, failing which the matter will be heard and decided in your absence. Given under my hand and seal of the Court. [8,369,113,433]
tender-body: ಈ ಕೆಳಗಿನ ಕಾಮಗಾರಿಗಾಗಿ ಕರ್ನಾಟಕ ಸರ್ಕಾರದ ಇ-ಪ್ರಕ್ಯೂರ್‌ಮೆಂಟ್ ಪೋರ್ಟಲ್ (https://kppp.karnataka.gov.in) ಮುಖಾಂತರ ಟೆಂಡರ್ ಆಹ್ವಾನಿಸಲಾಗಿದೆ. ಟೆಂಡರ್ ಸಂಖ್ಯೆ: 3342 ದಿನಾಂಕ: 23-02-2026. ಕಾಮಗಾರಿ 2025-26 ನೇ ಸಾಲಿನ SCP ಅನುದಾನದಡಿ (Part A South Side) ಗೆ ಇಂಡೆಂಟ್ ಸಂಖ್ಯೆ INDENT NO. KUWSDB/2025-26/WS/WORK_INDENT494. [712,1228,937,1276]
notice-body: WHEREAS, the petitioner has filed the above claim petition against the respondents seeking compensation for the injuries sustained by him in a road traffic accident. Take notice that the above case is posted for hearing before this Hon'ble Court at 11.00 A.M. You are hereby directed to appear in person or through a pleader, failing which the matter will be heard and decided in your absence. Given under my hand and seal of the Court. [361,369,465,433]
table-row: 1 DMA/2025-26/OW/WORK_INDENT54175 49.90 [243,1265,465,1285]
notice-signature: Sri. N.M. KISHOR KUMAR, Advocate [373,743,465,749]
notice-body: ಈ ಮೂಲಕ ಸಾರ್ವಜನಿಕರಿಗೆ ತಿಳಿಯಪಡಿಸುವುದೇನೆಂದರೆ ಮೇಲ್ಕಂಡ ಪ್ರಕರಣದಲ್ಲಿ ಪ್ರತಿವಾದಿಗಳು ಹಾಜರಾಗಲು ನೋಟಿಸ್ ನೀಡಲಾಗಿದ್ದು, ನಿಗದಿತ ದಿನಾಂಕದಂದು ಬೆಳಿಗ್ಗೆ 11.00 ಗಂಟೆಗೆ ನ್ಯಾಯಾಲಯದ ಮುಂದೆ ಖುದ್ದಾಗಿ ಅಥವಾ ವಕೀಲರ ಮೂಲಕ ಹಾಜರಾಗತಕ್ಕದ್ದು. ತಪ್ಪಿದಲ್ಲಿ ಏಕಪಕ್ಷೀಯವಾಗಿ ತೀರ್ಮಾನಿಸಲಾಗುವುದು. [830,530,937,558]
section-title: ಜಾಹೀರಾತು [420,0,465,14]
tender-bar: ಅಲ್ಪ ಅವಧಿಯ ಟೆಂಡರ್ ಪ್ರಕಟಣೆ [242,867,465,882]
tender-body: ಜಿಲ್ಲಾ ತರಬೇತಿ ಸಂಸ್ಥೆ, ಮಂಡ್ಯ ಈ ಕಚೇರಿಗೆ ಒಂದು ವರ್ಷದ ಅವಧಿಗೆ ಹೊರಗುತ್ತಿಗೆ ಆಧಾರದ ಮೇಲೆ ಒಂದು ವಾಹನ ಚಾಲಕರ ಸೇವೆ ಮತ್ತು 02 ಡಿ-ಗ್ರೂಪ್ ನೌಕರರನ್ನು ಪೂರೈಸಲು ಇ-ಪ್ರಕ್ಯೂರ್‌ಮೆಂಟ್ ಮೂಲಕ ಟೆಂಡರ್ ಆಹ್ವಾನಿಸಲಾಗಿದೆ. ಟೆಂಡರ್ ಸಲ್ಲಿಸಲು ಕೊನೆಯ ದಿನಾಂಕ: 10.03.2026(05.00PM). Tender notification/Refrence number: ATI/2025-26/SE0096. https://kppp.karnataka.gov.in [8,1195,231,1255]
tender-bar: ಟೆಂಡರ್ ಪ್ರಕಟಣೆ [712,868,937,883]
city-civil-court-notice [708,527,823,817]
court-notice-kn-8 [826,527,941,817]
table-cell: (I) Construction of office Building (II) Construction of Security Building (III) Construction of Toilet Building (IV) Construction of Rain Water Harvesting (RWH) (V) Construction of Compound Wall & Gate (VI) Sinking of Borewell and Installation of Submersible Pump (VII) Construction of Weigh Bridge Platform (VIII) External electrification works (IX) Construction of Internal CC Road (X) Construction of Internal CC Drain at Proposed SWM Site in the limits of Byndoor TP (DMA/2025-26/OW/WORK_INDENT38758/CALL-5) [26,909,163,1021]
court-notice-kn-7 [708,403,820,523]
notice-heading: IN THE COURT OF THE HON'BLE III ADDL. PRINCIPAL JUDGE, FAMILY COURT, AT BANGALORE [829,22,935,43]
notice-heading: ನ್ಯಾಯಾಲಯದ ನೋಟಿಸ್ [151,165,202,172]
case-number: MVC No. 8176/2025 [256,45,334,54]
reader-notice-line2: ವಿಷಯದ ವಿಚಾರಗಳು ಜಾಹೀರಾತುದಾರರ ಅಭಿಪ್ರಾಯ ಆಗಿರುತ್ತದೆಯೇ ಹೊರತು ಪತ್ರಿಕೆಯ ಅಭಿಪ್ರಾಯವಾಗಿರುವುದಿಲ್ಲ. [393,294,669,304]
tender-bar: ಅಲ್ಪಾವಧಿ ಟೆಂಡರ್ ಪ್ರಕಟಣೆ (ಎರಡನೇ ಕರೆ) [242,1186,465,1201]
reader-notice [357,263,705,331]
tender-body: ಕರ್ನಾಟಕ ಜಲಸಾರಿಗೆ ಮಂಡಳಿ ವತಿಯಿಂದ "Supply Installation and Surveillance system with 3 months recording at Malpe Fishing Harbour in Udupi Taluk and District" (ಅಂದಾಜು ಮೊತ್ತ ರೂ 61.98 ಲಕ್ಷ) ಕಾಮಗಾರಿಯನ್ನು ಕೈಗೊಳ್ಳಲು ಅರ್ಹರಿಂದ ಟೆಂಡರ್ ಆಹ್ವಾನಿಸಲಾಗಿದೆ. ಟೆಂಡರ್ ಸಲ್ಲಿಸಲು ಕೊನೆಯ ದಿನಾಂಕ: 04-03-2026 ರಂದು 17.00 ಗಂಟೆ. ತಾಂತ್ರಿಕ ಬಿಡ್ ತೆರೆಯುವ ದಿನಾಂಕ: 05-03-2026 ರಂದು 17.00 ಗಂಟೆ. www.kppp.karnataka.gov.in [476,1220,701,1287]
registration-dots-icon [339,1466,369,1474]
notice-body-extra: ಈ ಮೂಲಕ ಸಾರ್ವಜನಿಕರಿಗೆ ತಿಳಿಯಪಡಿಸುವುದೇನೆಂದರೆ ಮೇಲ್ಕಂಡ ಪ್ರಕರಣದಲ್ಲಿ ಪ್ರತಿವಾದಿಗಳು ಹಾಜರಾಗಲು ನೋಟಿಸ್ ನೀಡಲಾಗಿದ್ದು, ನಿಗದಿತ ದಿನಾಂಕದಂದು ಬೆಳಿಗ್ಗೆ 11.00 ಗಂಟೆಗೆ ನ್ಯಾಯಾಲಯದ ಮುಂದೆ ಖುದ್ದಾಗಿ ಅಥವಾ ವಕೀಲರ ಮೂಲಕ ಹಾಜರಾಗತಕ್ಕದ್ದು. ತಪ್ಪಿದಲ್ಲಿ ಏಕಪಕ್ಷೀಯವಾಗಿ ತೀರ್ಮಾನಿಸಲಾಗುವುದು. [476,600,583,629]
notice-body-extra: ಈ ಮೂಲಕ ಸಾರ್ವಜನಿಕರಿಗೆ ತಿಳಿಯಪಡಿಸುವುದೇನೆಂದರೆ ಮೇಲ್ಕಂಡ ಪ್ರಕರಣದಲ್ಲಿ ಪ್ರತಿವಾದಿಗಳು ಹಾಜರಾಗಲು ನೋಟಿಸ್ ನೀಡಲಾಗಿದ್ದು, ನಿಗದಿತ ದಿನಾಂಕದಂದು ಬೆಳಿಗ್ಗೆ 11.00 ಗಂಟೆಗೆ ನ್ಯಾಯಾಲಯದ ಮುಂದೆ ಖುದ್ದಾಗಿ ಅಥವಾ ವಕೀಲರ ಮೂಲಕ ಹಾಜರಾಗತಕ್ಕದ್ದು. ತಪ್ಪಿದಲ್ಲಿ ಏಕಪಕ್ಷೀಯವಾಗಿ ತೀರ್ಮಾನಿಸಲಾಗುವುದು. [8,628,113,657]
notice-body-extra: WHEREAS, the petitioner has filed the above claim petition against the respondents seeking compensation for the injuries sustained by him in a road traffic accident. Take notice that the above case is posted for hearing before this Hon'ble Court at 11.00 A.M. You are hereby directed to appear in person or through a pleader, failing which the matter will be heard and decided in your absence. Given under my hand and seal of the Court. [124,434,229,498]
notice-body-extra: ಈ ಮೂಲಕ ಸಾರ್ವಜನಿಕರಿಗೆ ತಿಳಿಯಪಡಿಸುವುದೇನೆಂದರೆ ಮೇಲ್ಕಂಡ ಪ್ರಕರಣದಲ್ಲಿ ಪ್ರತಿವಾದಿಗಳು ಹಾಜರಾಗಲು ನೋಟಿಸ್ ನೀಡಲಾಗಿದ್ದು, ನಿಗದಿತ ದಿನಾಂಕದಂದು ಬೆಳಿಗ್ಗೆ 11.00 ಗಂಟೆಗೆ ನ್ಯಾಯಾಲಯದ ಮುಂದೆ ಖುದ್ದಾಗಿ ಅಥವಾ ವಕೀಲರ ಮೂಲಕ ಹಾಜರಾಗತಕ್ಕದ್ದು. ತಪ್ಪಿದಲ್ಲಿ ಏಕಪಕ್ಷೀಯವಾಗಿ ತೀರ್ಮಾನಿಸಲಾಗುವುದು. [712,436,816,465]
tender-schedule-table: ಕ್ರ.ಸಂ. ಟೆಂಡರ್ ವಿವರ ದಿನಾಂಕ ಸಮಯ 1 ಟೆಂಡರ್ ಅಪ್ ಲೋಡ್ ಮಾಡಿದ ದಿನಾಂಕ 02-03-2026 16.00 ಗಂ 2 ಪ್ರೀ ಬಿಡ್ ಸಭೆಯ ದಿನಾಂಕ 06-03-2026 16.00 ಗಂ 3 ಟೆಂಡರ್ ಸಲ್ಲಿಸಲು ಕೊನೆಯ ದಿನಾಂಕ 09-03-2026 16.00 ಗಂ 4 ತಾಂತ್ರಿಕ ಬಿಡ್ ತೆರೆಯುವ ದಿನಾಂಕ 11-03-2026 12.00 ಗಂ [242,903,465,961]
court-notice-kn-6 [708,20,820,400]
tender-ref: ಸಂಖ್ಯೆ:ನಸಮ/ಸಿ.ಆರ್/ಟೆಂಡರ್-06/2025-26 [476,860,586,869]
tender-date: ದಿನಾಂಕ:24.02.2026 [89,1171,150,1180]
mact-notice-5 [357,334,469,574]
dipr-ref: DIPR/BGK/RO-601/HSM/C/2025-26 [242,1001,328,1008]
idbi-logo-icon: ◆ [365,25,379,39]
notice-body: WHEREAS, the petitioner has filed the above claim petition against the respondents seeking compensation for the injuries sustained by him in a road traffic accident. Take notice that the above case is posted for hearing before this Hon'ble Court at 11.00 A.M. You are hereby directed to appear in person or through a pleader, failing which the matter will be heard and decided in your absence. Given under my hand and seal of the Court. [827,438,937,496]
notice-heading: IN THE COURT OF THE 2ND ADDL. CIVIL JUDGE AND JMFC, BANGALORE [831,405,933,426]
table-cell: 1 [9,909,26,1021]
tender-body: ಈ ಮೂಲಕ ಸಾರ್ವಜನಿಕರಿಗೆ ತಿಳಿಯಪಡಿಸುವುದೇನೆಂದರೆ ಮೇಲ್ಕಂಡ ಪ್ರಕರಣದಲ್ಲಿ ಪ್ರತಿವಾದಿಗಳು ಹಾಜರಾಗಲು ನೋಟಿಸ್ ನೀಡಲಾಗಿದ್ದು, ನಿಗದಿತ ದಿನಾಂಕದಂದು ಬೆಳಿಗ್ಗೆ 11.00 ಗಂಟೆಗೆ ನ್ಯಾಯಾಲಯದ ಮುಂದೆ ಖುದ್ದಾಗಿ ಅಥವಾ ವಕೀಲರ ಮೂಲಕ ಹಾಜರಾಗತಕ್ಕದ್ದು. ತಪ್ಪಿದಲ್ಲಿ ಏಕಪಕ್ಷೀಯವಾಗಿ ತೀರ್ಮಾನಿಸಲಾಗುವುದು. [242,883,465,901]
tender-subtitle: ಪಿಟಿಕಲ್-576214, ಉಡುಪಿ ಜಿಲ್ಲೆ [76,843,163,851]
mact-notice-1 [4,334,117,574]
tender-body: ಸರ್ಕಾರಿ ರೇಷ್ಮೆ ಗೂಡಿನ ಮಾರುಕಟ್ಟೆ, ರಾಮನಗರ ಇಲ್ಲಿಗೆ ಅವಶ್ಯಕವಿರುವ Beeru ಮತ್ತು Executive Revolving Chair ಗಳನ್ನು ಸರಬರಾಜು ಮಾಡಲು ಅರ್ಹರಿಂದ ಟೆಂಡರ್ ಆಹ್ವಾನಿಸಲಾಗಿದೆ. ಟೆಂಡರ್ ಸಲ್ಲಿಸಲು ಕೊನೆಯ ದಿನಾಂಕ: 07.03.2026 ರ ಸಂಜೆ 4:00 ಗಂಟೆಯವರೆಗೆ. ಟೆಂಡರ್ ತೆರೆಯುವ ದಿನಾಂಕ: 09.03.2026 ರ ಮಧ್ಯಾಹ್ನ 1:30 ಗಂಟೆಗೆ. ಇ.ಎಂ.ಡಿ. ಮೊತ್ತ 2.5% (12,500/-) ಇ.ಎಂ.ಡಿ ಮೊತ್ತವನ್ನು ಡಿ.ಡಿ. ಮುಖಾಂತರ ಸಲ್ಲಿಸತಕ್ಕದ್ದು. [712,885,937,945]
notice-body: ಈ ಮೂಲಕ ಸಾರ್ವಜನಿಕರಿಗೆ ತಿಳಿಯಪಡಿಸುವುದೇನೆಂದರೆ ಮೇಲ್ಕಂಡ ಪ್ರಕರಣದಲ್ಲಿ ಪ್ರತಿವಾದಿಗಳು ಹಾಜರಾಗಲು ನೋಟಿಸ್ ನೀಡಲಾಗಿದ್ದು, ನಿಗದಿತ ದಿನಾಂಕದಂದು ಬೆಳಿಗ್ಗೆ 11.00 ಗಂಟೆಗೆ ನ್ಯಾಯಾಲಯದ ಮುಂದೆ ಖುದ್ದಾಗಿ ಅಥವಾ ವಕೀಲರ ಮೂಲಕ ಹಾಜರಾಗತಕ್ಕದ್ದು. ತಪ್ಪಿದಲ್ಲಿ ಏಕಪಕ್ಷೀಯವಾಗಿ ತೀರ್ಮಾನಿಸಲಾಗುವುದು. [594,354,701,383]
notice-heading: BEFORE THE DEPUTY COMMISSIONER BANGALORE URBAN DISTRICT BANGALORE [362,579,464,600]
notice-body: ಈ ಮೂಲಕ ಸಾರ್ವಜನಿಕರಿಗೆ ತಿಳಿಯಪಡಿಸುವುದೇನೆಂದರೆ ಮೇಲ್ಕಂಡ ಪ್ರಕರಣದಲ್ಲಿ ಪ್ರತಿವಾದಿಗಳು ಹಾಜರಾಗಲು ನೋಟಿಸ್ ನೀಡಲಾಗಿದ್ದು, ನಿಗದಿತ ದಿನಾಂಕದಂದು ಬೆಳಿಗ್ಗೆ 11.00 ಗಂಟೆಗೆ ನ್ಯಾಯಾಲಯದ ಮುಂದೆ ಖುದ್ದಾಗಿ ಅಥವಾ ವಕೀಲರ ಮೂಲಕ ಹಾಜರಾಗತಕ್ಕದ್ದು. ತಪ್ಪಿದಲ್ಲಿ ಏಕಪಕ್ಷೀಯವಾಗಿ ತೀರ್ಮಾನಿಸಲಾಗುವುದು. [124,33,229,62]
case-number: RA.343/2021 [387,602,439,611]
tender-state: ಕರ್ನಾಟಕ ಸರ್ಕಾರ [99,1141,140,1149]
page-header [0,0,945,18]
notice-body-extra: WHEREAS, the petitioner has filed the above claim petition against the respondents seeking compensation for the injuries sustained by him in a road traffic accident. Take notice that the above case is posted for hearing before this Hon'ble Court at 11.00 A.M. You are hereby directed to appear in person or through a pleader, failing which the matter will be heard and decided in your absence. Given under my hand and seal of the Court. [240,174,350,232]
tender-body-extra: ಈ ಮೂಲಕ ಸಾರ್ವಜನಿಕರಿಗೆ ತಿಳಿಯಪಡಿಸುವುದೇನೆಂದರೆ ಮೇಲ್ಕಂಡ ಪ್ರಕರಣದಲ್ಲಿ ಪ್ರತಿವಾದಿಗಳು ಹಾಜರಾಗಲು ನೋಟಿಸ್ ನೀಡಲಾಗಿದ್ದು, ನಿಗದಿತ ದಿನಾಂಕದಂದು ಬೆಳಿಗ್ಗೆ 11.00 ಗಂಟೆಗೆ ನ್ಯಾಯಾಲಯದ ಮುಂದೆ ಖುದ್ದಾಗಿ ಅಥವಾ ವಕೀಲರ ಮೂಲಕ ಹಾಜರಾಗತಕ್ಕದ್ದು. ತಪ್ಪಿದಲ್ಲಿ ಏಕಪಕ್ಷೀಯವಾಗಿ ತೀರ್ಮಾನಿಸಲಾಗುವುದು. [242,1227,465,1244]
table-cell: ರೂ. 15,52,000 [545,71,700,151]
table-row: 4 ತಾಂತ್ರಿಕ ಬಿಡ್ ತೆರೆಯುವ ದಿನಾಂಕ 11-03-2026 12.00 ಗಂ [243,949,465,960]
notice-heading: IN THE COURT OF THE PRL SENIOR CIVIL JUDGE AT TUMAKURU [132,579,221,600]
tender-title: ನಗರಸಭೆ ಕಾರ್ಯಾಲಯ ನೆಲಮಂಗಲ [264,1141,443,1159]
notice-signature: Sri. Mallikarjunaiah [178,743,229,749]
city-label: ಬೆಂಗಳೂರು [4,1,49,15]
tender-title-3: ಮಂಡಳಿ, ವಿಭಾಗ ಬಿಜಾಪುರ ಜಿಲ್ಲೆ ವಿಜಯಪುರ - 586101 [723,1174,926,1186]
tender-ref: ಸಂಖ್ಯೆ:DTI/24/ADMN/2024-MANDYA-DTI(1994082) [34,1163,205,1172]
tender-ref: ಸಂಖ್ಯೆ: ಕಾ.ಅ/ಮೀ.ಬಂ.ವಿ/ಉಡುಪಿ/ಟೆಂ/26/2025-26 [476,1192,605,1201]
table-cell: 1,52,00,000 [163,909,201,1021]
mact-notice-2 [120,334,233,574]
notice-body-extra: ಈ ಮೂಲಕ ಸಾರ್ವಜನಿಕರಿಗೆ ತಿಳಿಯಪಡಿಸುವುದೇನೆಂದರೆ ಮೇಲ್ಕಂಡ ಪ್ರಕರಣದಲ್ಲಿ ಪ್ರತಿವಾದಿಗಳು ಹಾಜರಾಗಲು ನೋಟಿಸ್ ನೀಡಲಾಗಿದ್ದು, ನಿಗದಿತ ದಿನಾಂಕದಂದು ಬೆಳಿಗ್ಗೆ 11.00 ಗಂಟೆಗೆ ನ್ಯಾಯಾಲಯದ ಮುಂದೆ ಖುದ್ದಾಗಿ ಅಥವಾ ವಕೀಲರ ಮೂಲಕ ಹಾಜರಾಗತಕ್ಕದ್ದು. ತಪ್ಪಿದಲ್ಲಿ ಏಕಪಕ್ಷೀಯವಾಗಿ ತೀರ್ಮಾನಿಸಲಾಗುವುದು. [712,115,816,143]
tender-ref: ಸಂಖ್ಯೆ: ನಸನ/ಸಿಆರ್/173/2025-26 [242,1175,334,1184]
tender-body-extra: ಈ ಮೂಲಕ ಸಾರ್ವಜನಿಕರಿಗೆ ತಿಳಿಯಪಡಿಸುವುದೇನೆಂದರೆ ಮೇಲ್ಕಂಡ ಪ್ರಕರಣದಲ್ಲಿ ಪ್ರತಿವಾದಿಗಳು ಹಾಜರಾಗಲು ನೋಟಿಸ್ ನೀಡಲಾಗಿದ್ದು, ನಿಗದಿತ ದಿನಾಂಕದಂದು ಬೆಳಿಗ್ಗೆ 11.00 ಗಂಟೆಗೆ ನ್ಯಾಯಾಲಯದ ಮುಂದೆ ಖುದ್ದಾಗಿ ಅಥವಾ ವಕೀಲರ ಮೂಲಕ ಹಾಜರಾಗತಕ್ಕದ್ದು. ತಪ್ಪಿದಲ್ಲಿ ಏಕಪಕ್ಷೀಯವಾಗಿ ತೀರ್ಮಾನಿಸಲಾಗುವುದು. [242,964,465,981]
respondent-name: Sri. Mahesh Nalla Pothula [827,61,894,67]
tender-title-2: ಕರ್ನಾಟಕ ನಗರ ನೀರು ಸರಬರಾಜು ಮತ್ತು ಒಳಚರಂಡಿ [739,1162,910,1174]
bank-line: ಐಡಿಬಿಐ ಬ್ಯಾಂಕ್ ಲಿಮಿಟೆಡ್, www.idbibank.in [457,28,572,36]
tender-address: ಈ ಮೂಲಕ ಸಾರ್ವಜನಿಕರಿಗೆ ತಿಳಿಯಪಡಿಸುವುದೇನೆಂದರೆ ಮೇಲ್ಕಂಡ ಪ್ರಕರಣದಲ್ಲಿ ಪ್ರತಿವಾದಿಗಳು ಹಾಜರಾಗಲು ನೋಟಿಸ್ ನೀಡಲಾಗಿದ್ದು, ನಿಗದಿತ ದಿನಾಂಕದಂದು ಬೆಳಿಗ್ಗೆ 11.00 ಗಂಟೆಗೆ ನ್ಯಾಯಾಲಯದ ಮುಂದೆ ಖುದ್ದಾಗಿ ಅಥವಾ ವಕೀಲರ ಮೂಲಕ ಹಾಜರಾಗತಕ್ಕದ್ದು. ತಪ್ಪಿದಲ್ಲಿ ಏಕಪಕ್ಷೀಯವಾಗಿ ತೀರ್ಮಾನಿಸಲಾಗುವುದು. [242,838,465,855]
signature-1: ಸಹಿ/- ಅಧ್ಯಕ್ಷರು [242,1327,276,1336]
table-row: 1 ಟೆಂಡರ್ ಅಪ್ ಲೋಡ್ ಮಾಡಿದ ದಿನಾಂಕ 02-03-2026 16.00 ಗಂ [243,915,465,926]
tender-dept: (ಮೀನುಗಾರಿಕೆ, ಬಂದರು ಮತ್ತು ಒಳನಾಡು ಜಲಸಾರಿಗೆ ಇಲಾಖೆ) [517,1149,660,1158]
case-number: M.C. No. 2562/2025 [843,45,921,54]
case-number: ಎಂ.ವಿ.ಸಿ ನಂ. 1034/2024 [496,344,563,352]
notice-signature: M. SUBRAMANI, Advocate [398,500,465,506]
tender-ref: ಸಂಖ್ಯೆ: ಸ.ರೇ.ಗೂ.ಮಾ/ರಾ/Furniture-2/77/2025-26 [712,857,858,866]
tender-date: ದಿನಾಂಕ: 21/02/2026 [169,852,231,861]
notice-body-extra: WHEREAS, the petitioner has filed the above claim petition against the respondents seeking compensation for the injuries sustained by him in a road traffic accident. Take notice that the above case is posted for hearing before this Hon'ble Court at 11.00 A.M. You are hereby directed to appear in person or through a pleader, failing which the matter will be heard and decided in your absence. Given under my hand and seal of the Court. [240,672,350,729]
tender-date: ದಿನಾಂಕ: 25.02.2026 [639,860,701,869]
tender-website[interactable]: https://kppp.karnataka.gov.in [60,1023,179,1032]
paper-name: ಹೊಸದಿಗಂತ [871,0,916,13]
notice-heading: ಸಾರ್ವಜನಿಕ ಪ್ರಕಟಣೆ [5,21,116,31]
notice-body: WHEREAS, the petitioner has filed the above claim petition against the respondents seeking compensation for the injuries sustained by him in a road traffic accident. Take notice that the above case is posted for hearing before this Hon'ble Court at 11.00 A.M. You are hereby directed to appear in person or through a pleader, failing which the matter will be heard and decided in your absence. Given under my hand and seal of the Court. [124,369,229,433]
